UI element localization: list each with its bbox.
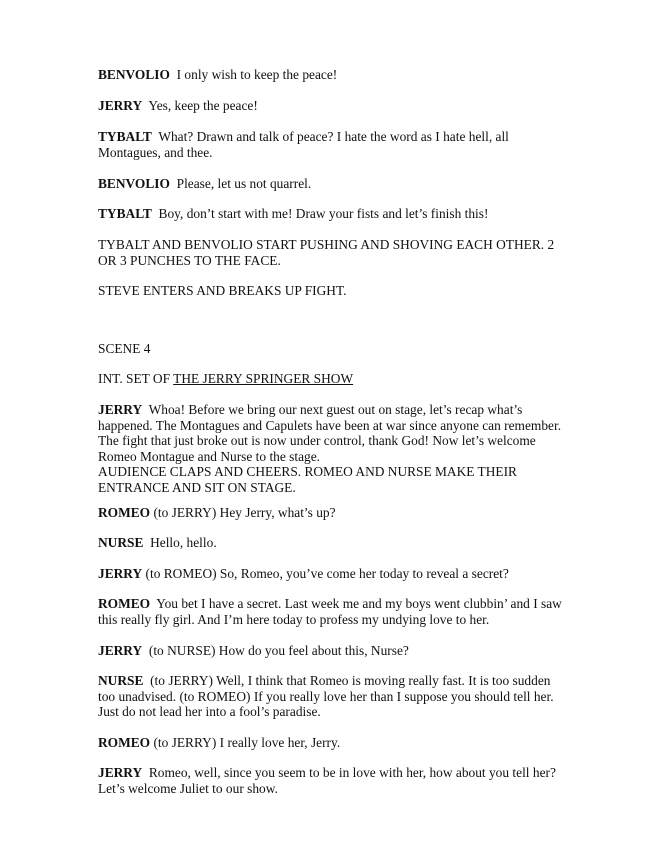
dialogue-line bbox=[98, 129, 568, 160]
dialogue-text: Whoa! Before we bring our next guest out on stage, let’s recap what’s happened. The Montagues and Capulets have been at war since anyone can remember. The fight that just broke out is now under control, thank God! Now let’s welcome Romeo Montague and Nurse to the stage. bbox=[98, 402, 562, 464]
dialogue-line bbox=[98, 98, 568, 114]
dialogue-line bbox=[98, 176, 568, 192]
speaker-name: ROMEO bbox=[98, 735, 151, 750]
speaker-name: JERRY bbox=[98, 98, 143, 113]
dialogue-line bbox=[98, 566, 568, 582]
dialogue-line bbox=[98, 67, 568, 83]
dialogue-text: Yes, keep the peace! bbox=[148, 98, 258, 113]
dialogue-line bbox=[98, 596, 568, 627]
dialogue-text: (to JERRY) I really love her, Jerry. bbox=[153, 735, 341, 750]
speaker-name: NURSE bbox=[98, 673, 144, 688]
dialogue-line bbox=[98, 765, 568, 796]
dialogue-text: What? Drawn and talk of peace? I hate the word as I hate hell, all Montagues, and thee. bbox=[98, 129, 509, 160]
dialogue-text: Hello, hello. bbox=[150, 535, 217, 550]
scene-heading: SCENE 4 bbox=[98, 341, 151, 356]
stage-direction: STEVE ENTERS AND BREAKS UP FIGHT. bbox=[98, 283, 347, 298]
dialogue-text: You bet I have a secret. Last week me and my boys went clubbin’ and I saw this really fly girl. And I’m here today to profess my undying love to her. bbox=[98, 596, 562, 627]
stage-direction: AUDIENCE CLAPS AND CHEERS. ROMEO AND NURSE MAKE THEIR ENTRANCE AND SIT ON STAGE. bbox=[98, 464, 517, 495]
speaker-name: TYBALT bbox=[98, 206, 152, 221]
speaker-name: JERRY bbox=[98, 643, 143, 658]
dialogue-text: (to JERRY) Hey Jerry, what’s up? bbox=[153, 505, 336, 520]
speaker-name: JERRY bbox=[98, 566, 143, 581]
dialogue-text: I only wish to keep the peace! bbox=[176, 67, 338, 82]
set-heading bbox=[98, 371, 568, 387]
dialogue-text: (to ROMEO) So, Romeo, you’ve come her today to reveal a secret? bbox=[145, 566, 509, 581]
show-title: THE JERRY SPRINGER SHOW bbox=[173, 371, 354, 386]
speaker-name: ROMEO bbox=[98, 596, 151, 611]
dialogue-line bbox=[98, 643, 568, 659]
dialogue-text: Romeo, well, since you seem to be in love with her, how about you tell her? Let’s welcome Juliet to our show. bbox=[98, 765, 556, 796]
speaker-name: BENVOLIO bbox=[98, 176, 170, 191]
dialogue-line bbox=[98, 402, 568, 464]
dialogue-text: (to JERRY) Well, I think that Romeo is moving really fast. It is too sudden too unadvised. (to ROMEO) If you really love her than I suppose you should tell her. Just do not lead her into a fool’s paradise. bbox=[98, 673, 554, 719]
set-heading-prefix: INT. SET OF bbox=[98, 371, 174, 386]
dialogue-text: (to NURSE) How do you feel about this, Nurse? bbox=[148, 643, 409, 658]
speaker-name: JERRY bbox=[98, 402, 143, 417]
speaker-name: ROMEO bbox=[98, 505, 151, 520]
speaker-name: TYBALT bbox=[98, 129, 152, 144]
stage-direction: TYBALT AND BENVOLIO START PUSHING AND SHOVING EACH OTHER. 2 OR 3 PUNCHES TO THE FACE. bbox=[98, 237, 555, 268]
dialogue-line bbox=[98, 535, 568, 551]
dialogue-line bbox=[98, 505, 568, 521]
dialogue-text: Please, let us not quarrel. bbox=[176, 176, 312, 191]
dialogue-line bbox=[98, 206, 568, 222]
speaker-name: JERRY bbox=[98, 765, 143, 780]
dialogue-text: Boy, don’t start with me! Draw your fists and let’s finish this! bbox=[158, 206, 489, 221]
dialogue-line bbox=[98, 673, 568, 720]
speaker-name: BENVOLIO bbox=[98, 67, 170, 82]
dialogue-line bbox=[98, 735, 568, 751]
speaker-name: NURSE bbox=[98, 535, 144, 550]
